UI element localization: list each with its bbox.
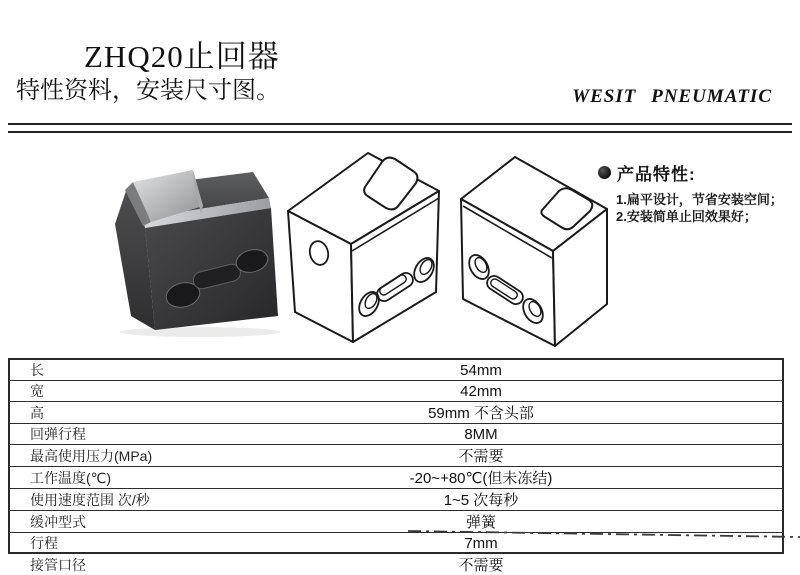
spec-label: 接管口径 <box>30 556 86 573</box>
product-photo-graphic <box>105 158 300 338</box>
spec-value: -20~+80℃(但未冻结) <box>409 470 553 487</box>
product-photo <box>105 158 300 338</box>
page-subtitle: 特性资料，安装尺寸图。 <box>16 78 280 104</box>
spec-value: 1~5 次每秒 <box>443 492 519 509</box>
features-heading-label: 产品特性: <box>617 165 696 184</box>
dash-dot-watermark-line <box>405 524 800 542</box>
feature-item: 2.安装简单止回效果好； <box>616 208 757 224</box>
spec-table-row <box>10 488 782 510</box>
bullet-icon <box>598 166 611 179</box>
spec-label: 长 <box>30 362 44 378</box>
spec-value: 42mm <box>460 382 502 400</box>
spec-label: 回弹行程 <box>30 426 86 442</box>
spec-label: 行程 <box>30 535 58 551</box>
brand-logo-text: WESIT PNEUMATIC <box>572 86 772 107</box>
features-heading <box>598 160 796 185</box>
spec-label: 宽 <box>30 383 44 399</box>
spec-label: 高 <box>30 404 44 421</box>
spec-label: 使用速度范围 次/秒 <box>30 491 150 508</box>
isometric-drawing-1-graphic <box>287 147 455 353</box>
spec-value: 不需要 <box>458 448 504 465</box>
spec-value: 弹簧 <box>465 514 496 531</box>
spec-value: 7mm <box>464 534 498 552</box>
spec-label: 缓冲型式 <box>30 513 86 530</box>
spec-value: 54mm <box>460 361 502 379</box>
feature-item: 1.扁平设计，节省安装空间； <box>616 192 783 207</box>
spec-value: 不需要 <box>458 557 504 574</box>
spec-table-row <box>10 444 782 466</box>
spec-table-row <box>10 401 782 423</box>
spec-table-row <box>10 360 782 380</box>
spec-label: 工作温度(℃) <box>30 469 112 486</box>
header-divider <box>8 123 792 133</box>
spec-value: 59mm 不含头部 <box>428 405 534 422</box>
spec-label: 最高使用压力(MPa) <box>30 447 153 464</box>
spec-table-row <box>10 553 782 575</box>
spec-table-row <box>10 423 782 444</box>
spec-value: 8MM <box>464 425 498 443</box>
isometric-drawing-1 <box>287 147 455 353</box>
page-title: ZHQ20止回器 <box>84 39 280 74</box>
spec-table-row <box>10 466 782 488</box>
spec-table-row <box>10 380 782 401</box>
features-list <box>616 192 796 226</box>
photo-shadow <box>120 327 280 337</box>
product-features <box>598 160 796 226</box>
